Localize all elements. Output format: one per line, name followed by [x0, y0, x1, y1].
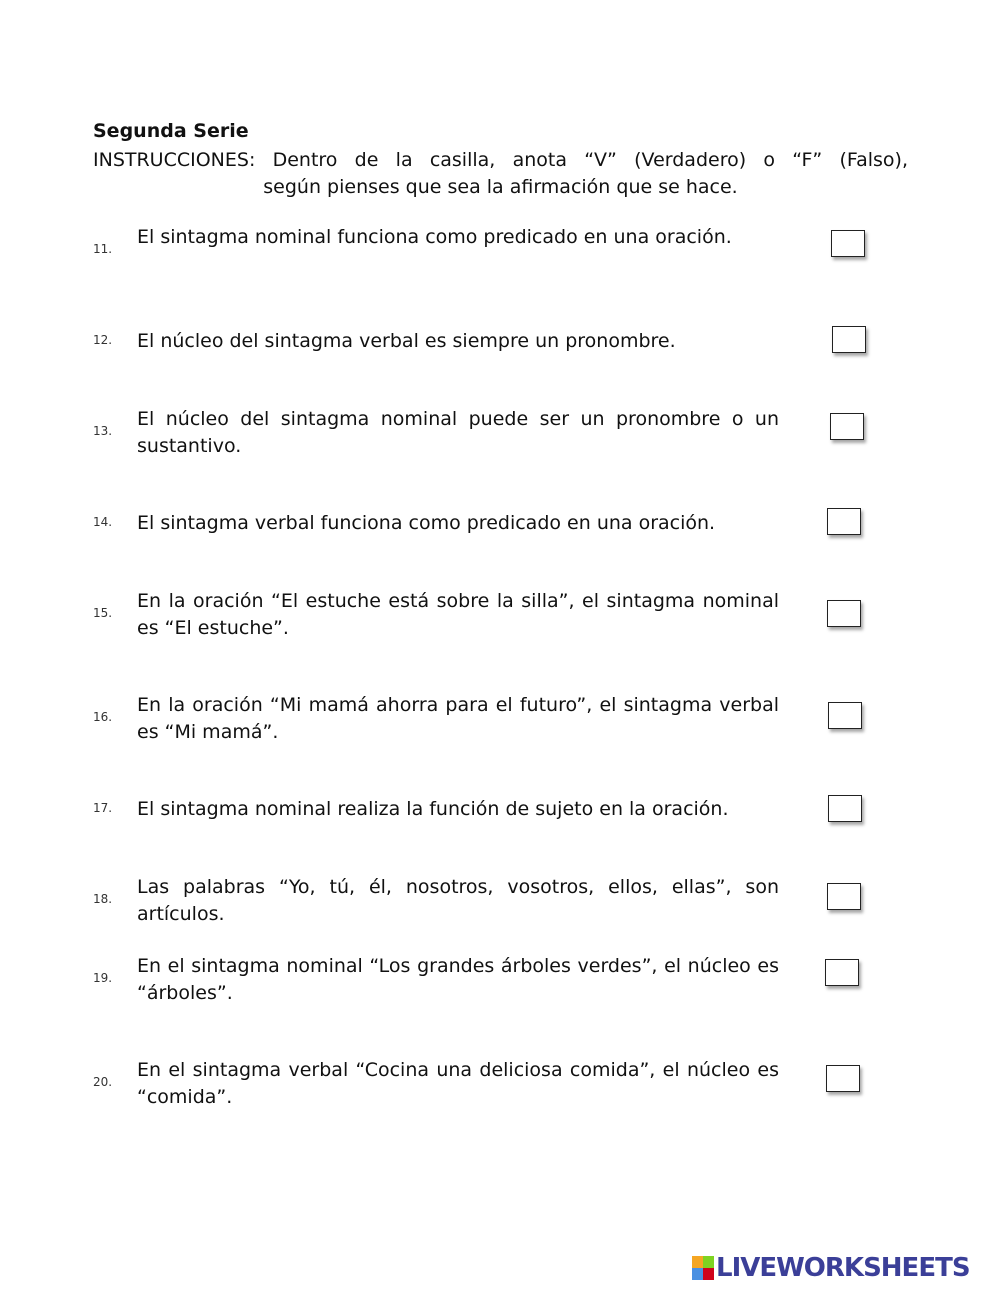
question-text: El sintagma nominal funciona como predicado en una oración. — [137, 226, 732, 248]
question-number: 12. — [93, 333, 113, 347]
answer-box-17[interactable] — [828, 795, 862, 822]
question-number: 16. — [93, 710, 113, 724]
question-number: 15. — [93, 606, 113, 620]
answer-box-11[interactable] — [831, 230, 865, 257]
question-text: El sintagma nominal realiza la función de sujeto en la oración. — [137, 798, 729, 820]
question-text: En la oración “Mi mamá ahorra para el futuro”, el sintagma verbal es “Mi mamá”. — [137, 694, 779, 743]
question-text: Las palabras “Yo, tú, él, nosotros, vosotros, ellos, ellas”, son artículos. — [137, 876, 779, 925]
answer-box-12[interactable] — [832, 326, 866, 353]
question-number: 17. — [93, 801, 113, 815]
answer-box-19[interactable] — [825, 959, 859, 986]
question-number: 20. — [93, 1075, 113, 1089]
liveworksheets-logo — [692, 1253, 970, 1283]
question-number: 18. — [93, 892, 113, 906]
logo-text: LIVEWORKSHEETS — [716, 1253, 970, 1283]
answer-box-20[interactable] — [826, 1065, 860, 1092]
instructions — [93, 147, 908, 201]
answer-box-16[interactable] — [828, 702, 862, 729]
logo-tiles-icon — [692, 1256, 714, 1280]
answer-box-15[interactable] — [827, 600, 861, 627]
answer-box-18[interactable] — [827, 883, 861, 910]
question-text: En el sintagma nominal “Los grandes árboles verdes”, el núcleo es “árboles”. — [137, 955, 779, 1004]
question-number: 14. — [93, 515, 113, 529]
answer-box-13[interactable] — [830, 413, 864, 440]
question-text: El sintagma verbal funciona como predicado en una oración. — [137, 512, 716, 534]
question-text: En la oración “El estuche está sobre la silla”, el sintagma nominal es “El estuche”. — [137, 590, 779, 639]
question-text: En el sintagma verbal “Cocina una deliciosa comida”, el núcleo es “comida”. — [137, 1059, 779, 1108]
instructions-line-2: según pienses que sea la afirmación que se hace. — [263, 176, 738, 198]
question-number: 13. — [93, 424, 113, 438]
instructions-line-1: INSTRUCCIONES: Dentro de la casilla, anota “V” (Verdadero) o “F” (Falso), — [93, 149, 908, 171]
question-number: 19. — [93, 971, 113, 985]
question-number: 11. — [93, 242, 113, 256]
question-text: El núcleo del sintagma verbal es siempre un pronombre. — [137, 330, 676, 352]
question-text: El núcleo del sintagma nominal puede ser un pronombre o un sustantivo. — [137, 408, 779, 457]
section-title: Segunda Serie — [93, 120, 249, 142]
answer-box-14[interactable] — [827, 508, 861, 535]
